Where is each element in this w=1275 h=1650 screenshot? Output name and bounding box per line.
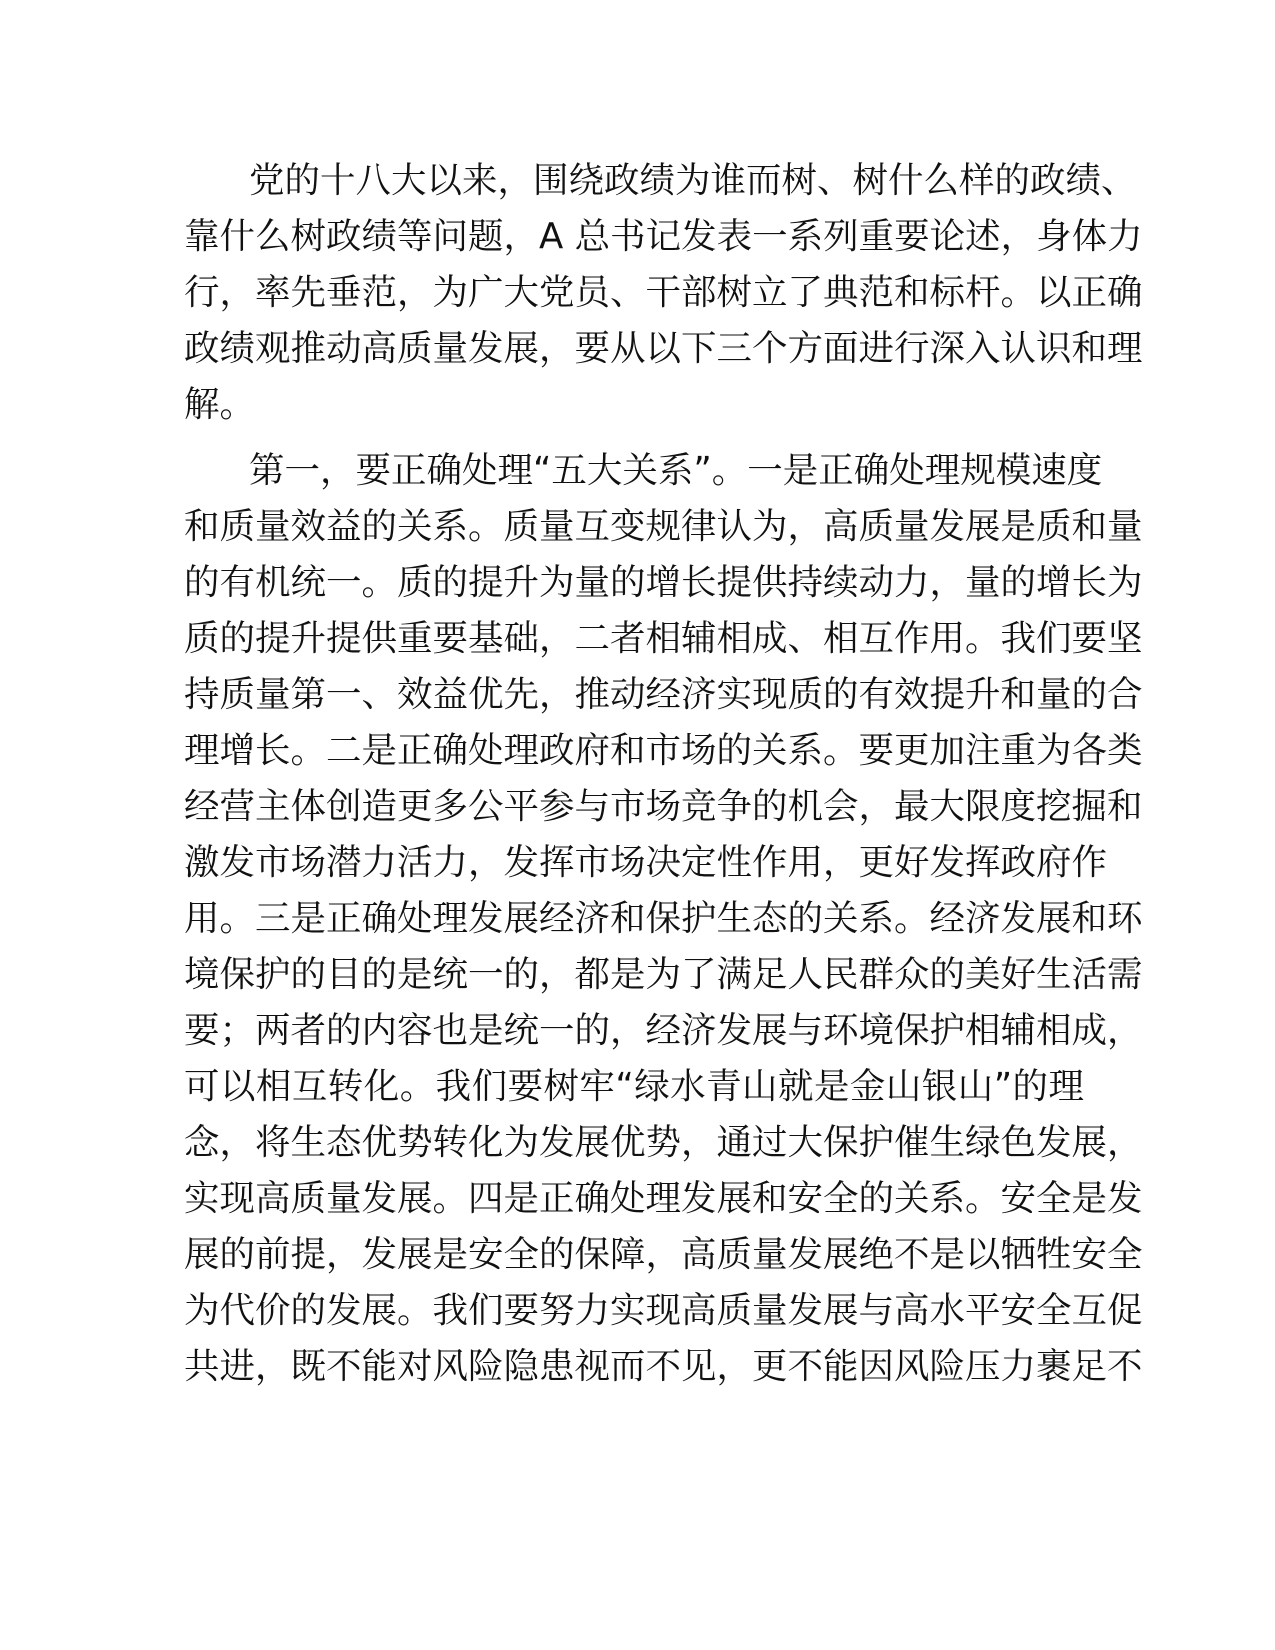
text-line: 激发市场潜力活力，发挥市场决定性作用，更好发挥政府作 [184, 842, 1108, 883]
text-line: 为代价的发展。我们要努力实现高质量发展与高水平安全互促 [184, 1290, 1143, 1331]
text-line: 经营主体创造更多公平参与市场竞争的机会，最大限度挖掘和 [184, 786, 1143, 827]
text-line: 靠什么树政绩等问题，A 总书记发表一系列重要论述，身体力 [184, 216, 1143, 257]
text-line: 持质量第一、效益优先，推动经济实现质的有效提升和量的合 [184, 674, 1143, 715]
text-line: 行，率先垂范，为广大党员、干部树立了典范和标杆。以正确 [184, 272, 1143, 313]
text-line: 可以相互转化。我们要树牢“绿水青山就是金山银山”的理 [184, 1066, 1084, 1107]
document-body [184, 153, 1143, 1395]
paragraph-spacer [184, 433, 1084, 443]
paragraph-1 [184, 153, 1143, 433]
text-line: 展的前提，发展是安全的保障，高质量发展绝不是以牺牲安全 [184, 1234, 1143, 1275]
text-line: 共进，既不能对风险隐患视而不见，更不能因风险压力裹足不 [184, 1346, 1143, 1387]
text-line: 境保护的目的是统一的，都是为了满足人民群众的美好生活需 [184, 954, 1143, 995]
text-line: 念，将生态优势转化为发展优势，通过大保护催生绿色发展， [184, 1122, 1143, 1163]
text-line: 的有机统一。质的提升为量的增长提供持续动力，量的增长为 [184, 562, 1143, 603]
text-line: 用。三是正确处理发展经济和保护生态的关系。经济发展和环 [184, 898, 1143, 939]
text-line: 要；两者的内容也是统一的，经济发展与环境保护相辅相成， [184, 1010, 1143, 1051]
text-line: 和质量效益的关系。质量互变规律认为，高质量发展是质和量 [184, 506, 1143, 547]
text-line: 党的十八大以来，围绕政绩为谁而树、树什么样的政绩、 [249, 160, 1137, 201]
paragraph-2 [184, 443, 1143, 1395]
text-line: 解。 [184, 384, 256, 425]
text-line: 政绩观推动高质量发展，要从以下三个方面进行深入认识和理 [184, 328, 1143, 369]
text-line: 第一，要正确处理“五大关系”。一是正确处理规模速度 [249, 450, 1103, 491]
text-line: 实现高质量发展。四是正确处理发展和安全的关系。安全是发 [184, 1178, 1143, 1219]
text-line: 理增长。二是正确处理政府和市场的关系。要更加注重为各类 [184, 730, 1143, 771]
text-line: 质的提升提供重要基础，二者相辅相成、相互作用。我们要坚 [184, 618, 1143, 659]
